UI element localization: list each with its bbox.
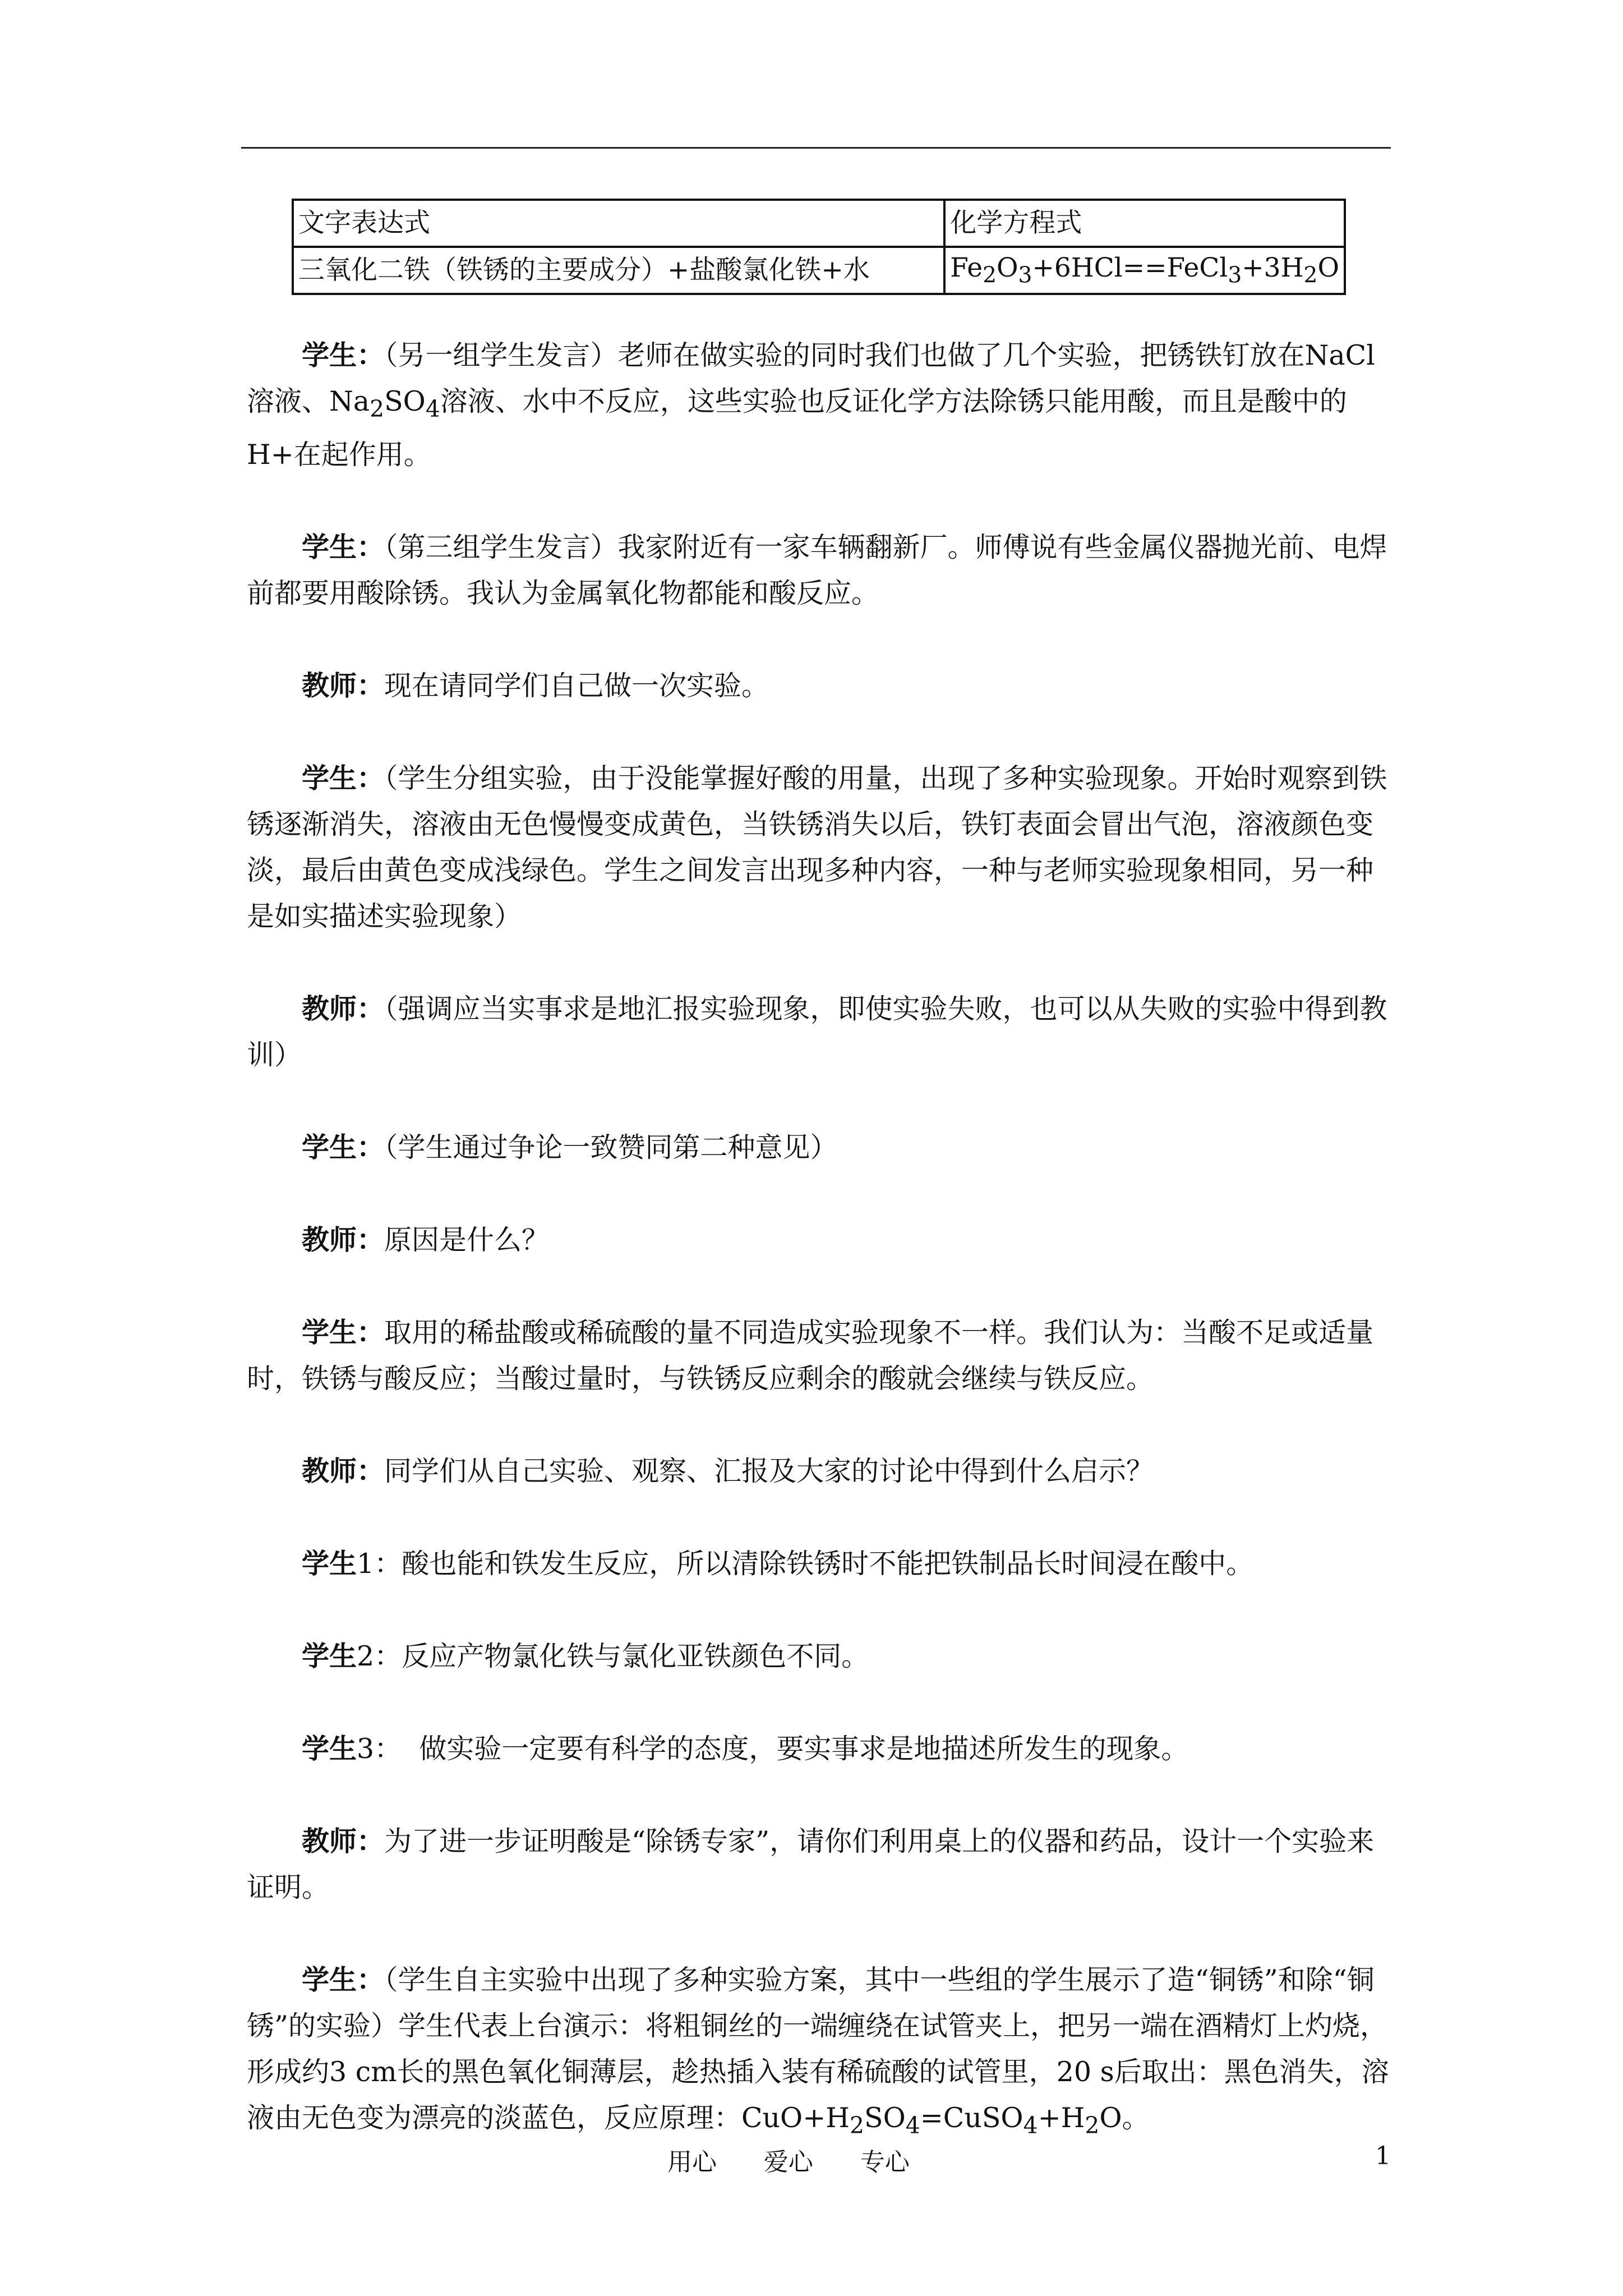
paragraph-text: 2：反应产物氯化铁与氯化亚铁颜色不同。 <box>357 1640 869 1672</box>
page-footer <box>0 2142 1623 2181</box>
speaker-label: 学生： <box>302 1963 385 1996</box>
paragraph-4 <box>247 755 1396 940</box>
paragraph-text: SO <box>384 385 426 417</box>
subscript: 2 <box>1085 2111 1100 2139</box>
paragraph-text: O。 <box>1099 2101 1150 2134</box>
speaker-label: 学生： <box>302 761 385 794</box>
header-rule <box>241 147 1391 149</box>
eq-part: +3H <box>1242 252 1304 283</box>
eq-part: +6HCl==FeCl <box>1032 252 1228 283</box>
eq-part: Fe <box>950 252 983 283</box>
speaker-label: 教师： <box>302 669 385 702</box>
table-row <box>293 247 1345 294</box>
word-expression: 三氧化二铁（铁锈的主要成分）+盐酸氯化铁+水 <box>293 247 944 294</box>
paragraph-text: （另一组学生发言）老师在做实验的同时我们也做了几个实验，把锈铁钉放在NaCl溶液、Na <box>247 339 1375 417</box>
speaker-label: 教师： <box>302 1223 385 1256</box>
paragraph-11 <box>247 1633 1396 1680</box>
dialogue-content <box>247 332 1396 2194</box>
chemical-equation <box>944 247 1345 294</box>
paragraph-text: 现在请同学们自己做一次实验。 <box>384 669 769 702</box>
page-number: 1 <box>1375 2142 1391 2170</box>
paragraph-text: SO <box>864 2101 906 2134</box>
paragraph-2 <box>247 524 1396 616</box>
paragraph-1 <box>247 332 1396 478</box>
subscript: 2 <box>370 395 385 422</box>
paragraph-text: +H <box>1038 2101 1085 2134</box>
paragraph-text: 取用的稀盐酸或稀硫酸的量不同造成实验现象不一样。我们认为：当酸不足或适量时，铁锈与酸反应；当酸过量时，与铁锈反应剩余的酸就会继续与铁反应。 <box>247 1316 1374 1395</box>
speaker-label: 教师： <box>302 992 385 1025</box>
speaker-label: 教师： <box>302 1824 385 1857</box>
subscript: 4 <box>1023 2111 1038 2139</box>
speaker-label: 学生： <box>302 1315 385 1349</box>
paragraph-9 <box>247 1448 1396 1494</box>
paragraph-12 <box>247 1726 1396 1772</box>
speaker-label: 学生 <box>302 1547 357 1580</box>
speaker-label: 学生： <box>302 530 385 563</box>
paragraph-text: （学生自主实验中出现了多种实验方案，其中一些组的学生展示了造“铜锈”和除“铜锈”的实验）学生代表上台演示：将粗铜丝的一端缠绕在试管夹上，把另一端在酒精灯上灼烧，形成约3 cm长的黑色氧化铜薄层，趁热插入装有稀硫酸的试管里，20 s后取出：黑色消失，溶液由无色变为漂亮的淡蓝色，反应原理：CuO+H <box>247 1963 1389 2134</box>
speaker-label: 学生： <box>302 1130 385 1163</box>
paragraph-text: 溶液、水中不反应，这些实验也反证化学方法除锈只能用酸，而且是酸中的H+在起作用。 <box>247 385 1347 471</box>
eq-sub: 3 <box>1228 263 1242 288</box>
speaker-label: 学生 <box>302 1639 357 1672</box>
paragraph-text: （第三组学生发言）我家附近有一家车辆翻新厂。师傅说有些金属仪器抛光前、电焊前都要用酸除锈。我认为金属氧化物都能和酸反应。 <box>247 531 1387 609</box>
eq-sub: 2 <box>983 263 997 288</box>
paragraph-text: =CuSO <box>920 2101 1023 2134</box>
paragraph-text: （学生通过争论一致赞同第二种意见） <box>384 1131 838 1163</box>
paragraph-text: 3： 做实验一定要有科学的态度，要实事求是地描述所发生的现象。 <box>357 1732 1189 1765</box>
eq-sub: 2 <box>1303 263 1318 288</box>
footer-motto: 用心 爱心 专心 <box>667 2148 910 2177</box>
paragraph-3 <box>247 662 1396 709</box>
subscript: 4 <box>905 2111 920 2139</box>
paragraph-5 <box>247 986 1396 1078</box>
speaker-label: 教师： <box>302 1454 385 1487</box>
paragraph-6 <box>247 1124 1396 1171</box>
paragraph-text: （强调应当实事求是地汇报实验现象，即使实验失败，也可以从失败的实验中得到教训） <box>247 992 1387 1071</box>
paragraph-text: 1：酸也能和铁发生反应，所以清除铁锈时不能把铁制品长时间浸在酸中。 <box>357 1547 1254 1580</box>
eq-part: O <box>996 252 1018 283</box>
paragraph-13 <box>247 1818 1396 1911</box>
paragraph-text: 为了进一步证明酸是“除锈专家”，请你们利用桌上的仪器和药品，设计一个实验来证明。 <box>247 1825 1375 1903</box>
paragraph-7 <box>247 1217 1396 1263</box>
table-header-equation: 化学方程式 <box>944 200 1345 247</box>
speaker-label: 学生 <box>302 1732 357 1765</box>
paragraph-text: 原因是什么？ <box>384 1223 550 1256</box>
table-header-row <box>293 200 1345 247</box>
paragraph-10 <box>247 1540 1396 1587</box>
paragraph-text: 同学们从自己实验、观察、汇报及大家的讨论中得到什么启示？ <box>384 1455 1154 1487</box>
paragraph-text: （学生分组实验，由于没能掌握好酸的用量，出现了多种实验现象。开始时观察到铁锈逐渐消失，溶液由无色慢慢变成黄色，当铁锈消失以后，铁钉表面会冒出气泡，溶液颜色变淡，最后由黄色变成浅绿色。学生之间发言出现多种内容，一种与老师实验现象相同，另一种是如实描述实验现象） <box>247 762 1387 932</box>
eq-part: O <box>1317 252 1339 283</box>
subscript: 4 <box>425 395 440 422</box>
speaker-label: 学生： <box>302 339 385 371</box>
paragraph-14 <box>247 1957 1396 2148</box>
subscript: 2 <box>850 2111 864 2139</box>
table-header-expression: 文字表达式 <box>293 200 944 247</box>
paragraph-8 <box>247 1309 1396 1402</box>
equation-table <box>292 199 1346 295</box>
eq-sub: 3 <box>1018 263 1032 288</box>
